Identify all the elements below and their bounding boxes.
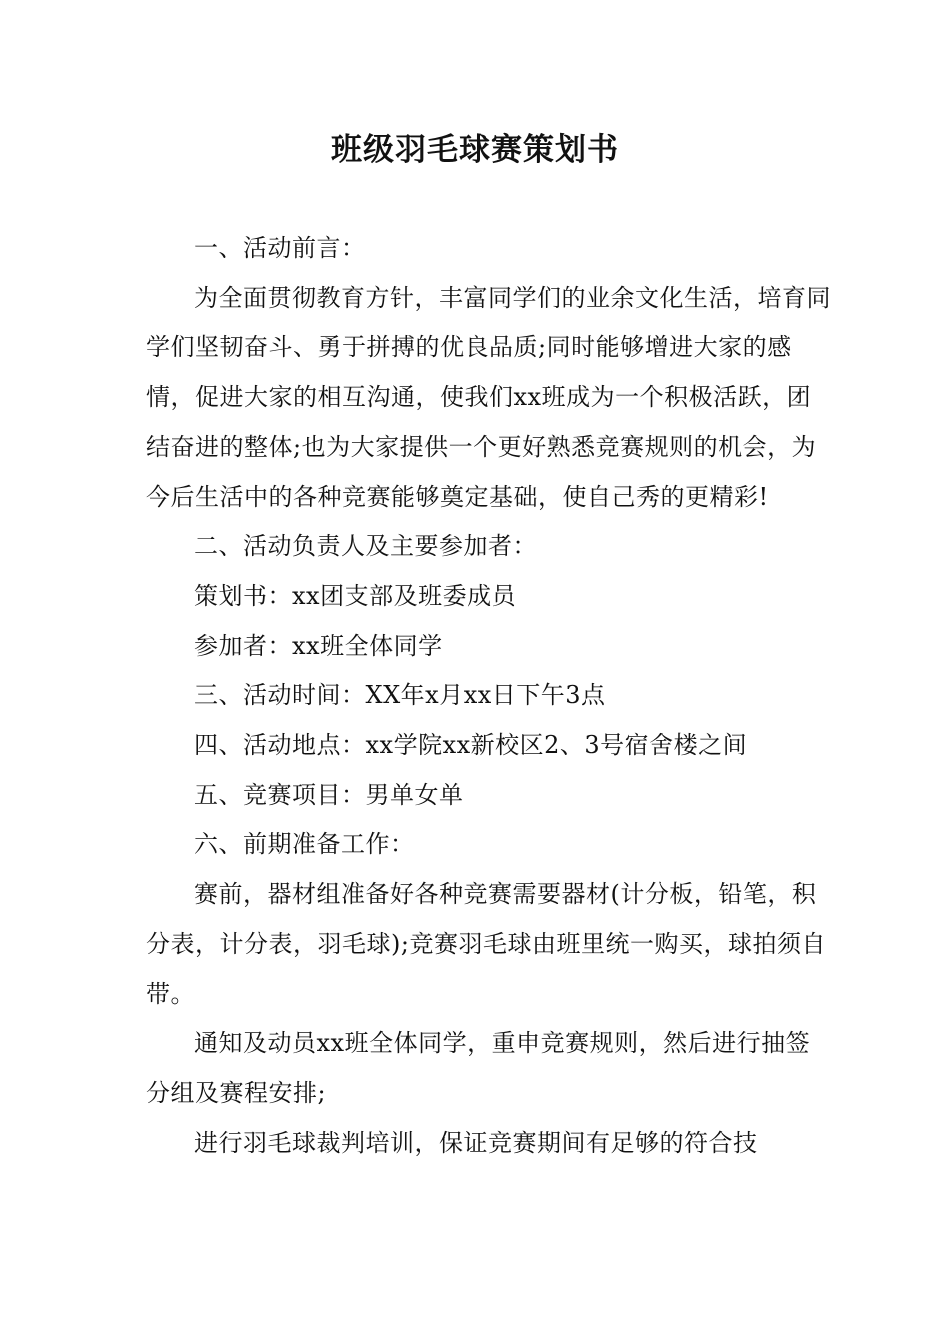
paragraph-participants: 参加者：xx班全体同学 xyxy=(194,631,443,660)
section-heading-preface: 一、活动前言： xyxy=(194,234,366,262)
paragraph-notification: 通知及动员xx班全体同学，重申竞赛规则，然后进行抽签分组及赛程安排; xyxy=(146,1029,811,1107)
document-body xyxy=(146,224,834,1168)
section-heading-organizers: 二、活动负责人及主要参加者： xyxy=(194,532,537,561)
section-heading-preparation: 六、前期准备工作： xyxy=(194,830,415,859)
paragraph-purpose: 为全面贯彻教育方针，丰富同学们的业余文化生活，培育同学们坚韧奋斗、勇于拼搏的优良品质;同时能够增进大家的感情，促进大家的相互沟通，使我们xx班成为一个积极活跃，团结奋进的整体;也为大家提供一个更好熟悉竞赛规则的机会，为今后生活中的各种竞赛能够奠定基础，使自己秀的更精彩! xyxy=(146,283,831,511)
paragraph-planner: 策划书：xx团支部及班委成员 xyxy=(194,581,517,610)
document-title: 班级羽毛球赛策划书 xyxy=(331,132,619,168)
paragraph-referee-training: 进行羽毛球裁判培训，保证竞赛期间有足够的符合技 xyxy=(194,1128,758,1157)
section-heading-location: 四、活动地点：xx学院xx新校区2、3号宿舍楼之间 xyxy=(194,731,748,760)
section-heading-events: 五、竞赛项目：男单女单 xyxy=(194,780,464,809)
paragraph-equipment: 赛前，器材组准备好各种竞赛需要器材(计分板，铅笔，积分表，计分表，羽毛球);竞赛羽毛球由班里统一购买，球拍须自带。 xyxy=(146,880,826,1008)
section-heading-time: 三、活动时间：XX年x月xx日下午3点 xyxy=(194,681,606,710)
